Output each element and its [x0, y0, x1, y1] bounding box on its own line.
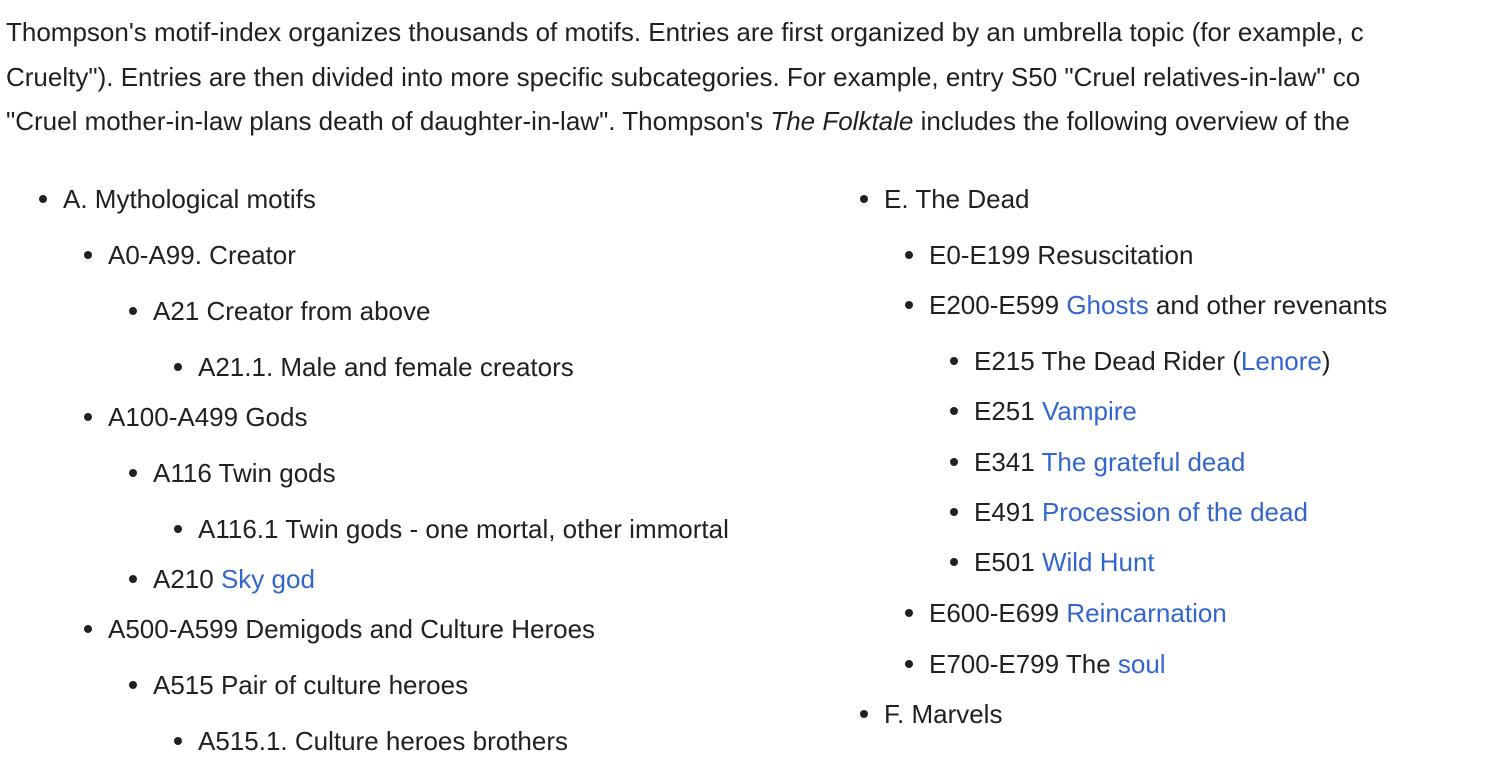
bullet-icon	[129, 307, 137, 315]
list-item-label: A116.1 Twin gods - one mortal, other immortal	[198, 514, 729, 544]
list-item-text	[929, 239, 1193, 271]
bullet-icon	[129, 681, 137, 689]
list-item-label: A500-A599 Demigods and Culture Heroes	[108, 614, 596, 644]
list-item-label: E200-E599	[929, 290, 1067, 320]
list-item-label: A21 Creator from above	[153, 296, 431, 326]
bullet-icon	[84, 413, 92, 421]
bullet-icon	[174, 363, 182, 371]
bullet-icon	[174, 525, 182, 533]
bullet-icon	[39, 195, 47, 203]
intro-paragraph	[6, 10, 1506, 144]
list-item-text	[974, 395, 1137, 427]
wiki-link[interactable]: Vampire	[1041, 396, 1137, 426]
bullet-icon	[84, 251, 92, 259]
wiki-link[interactable]: Lenore	[1240, 346, 1322, 376]
book-title-the-folktale: The Folktale	[770, 106, 914, 136]
list-item-text	[153, 457, 336, 489]
list-item-label: A116 Twin gods	[153, 458, 336, 488]
list-item-label: A100-A499 Gods	[108, 402, 308, 432]
list-item-text	[153, 295, 430, 327]
list-item-label: E600-E699	[929, 598, 1067, 628]
list-item-text	[108, 239, 296, 271]
list-item-label: A. Mythological motifs	[63, 184, 316, 214]
list-item-label: A0-A99. Creator	[108, 240, 296, 270]
list-item-text	[974, 446, 1245, 478]
bullet-icon	[905, 609, 913, 617]
intro-line-3-end: includes the following overview of the	[913, 106, 1350, 136]
wiki-link[interactable]: Procession of the dead	[1041, 497, 1308, 527]
bullet-icon	[950, 558, 958, 566]
list-item-label: E. The Dead	[884, 184, 1030, 214]
list-item-text	[974, 345, 1331, 377]
list-item-text	[929, 289, 1387, 321]
bullet-icon	[860, 195, 868, 203]
bullet-icon	[905, 301, 913, 309]
list-item-text	[974, 546, 1155, 578]
list-item-label: E251	[974, 396, 1042, 426]
list-item-label: E700-E799 The	[929, 649, 1118, 679]
list-item-text	[884, 183, 1030, 215]
list-item-text	[153, 669, 468, 701]
wiki-link[interactable]: Wild Hunt	[1041, 547, 1155, 577]
list-item-text	[198, 513, 729, 545]
bullet-icon	[84, 625, 92, 633]
intro-line-3	[6, 99, 1506, 144]
list-item-text	[929, 597, 1227, 629]
bullet-icon	[950, 508, 958, 516]
list-item-label: E215 The Dead Rider (	[974, 346, 1241, 376]
bullet-icon	[129, 469, 137, 477]
list-item-label: A515.1. Culture heroes brothers	[198, 726, 568, 756]
list-item-label: A210	[153, 564, 221, 594]
list-item-label: A515 Pair of culture heroes	[153, 670, 469, 700]
bullet-icon	[950, 407, 958, 415]
list-item-label: E0-E199 Resuscitation	[929, 240, 1194, 270]
list-item-label: E501	[974, 547, 1042, 577]
intro-line-1: Thompson's motif-index organizes thousands of motifs. Entries are first organized by an umbrella topic (for example, c	[6, 17, 1364, 47]
list-item-label: A21.1. Male and female creators	[198, 352, 574, 382]
list-item-text	[63, 183, 316, 215]
list-item-text	[884, 698, 1002, 730]
list-item-label: F. Marvels	[884, 699, 1003, 729]
list-item-label: E491	[974, 497, 1042, 527]
list-item-text	[108, 401, 307, 433]
intro-line-2: Cruelty"). Entries are then divided into more specific subcategories. For example, entry S50 "Cruel relatives-in-law" co	[6, 61, 1361, 92]
list-item-label: E341	[974, 447, 1042, 477]
list-item-label-suffix: )	[1321, 346, 1331, 376]
wiki-link[interactable]: Reincarnation	[1066, 598, 1227, 628]
bullet-icon	[174, 737, 182, 745]
list-item-text	[974, 496, 1308, 528]
list-item-text	[198, 351, 574, 383]
wiki-link[interactable]: Sky god	[220, 564, 315, 594]
list-item-text	[198, 725, 568, 757]
list-item-text	[153, 563, 315, 595]
bullet-icon	[950, 458, 958, 466]
bullet-icon	[860, 710, 868, 718]
wiki-link[interactable]: The grateful dead	[1041, 447, 1246, 477]
wiki-link[interactable]: soul	[1117, 649, 1166, 679]
bullet-icon	[905, 251, 913, 259]
bullet-icon	[129, 575, 137, 583]
wiki-link[interactable]: Ghosts	[1066, 290, 1149, 320]
intro-line-3-start: "Cruel mother-in-law plans death of daughter-in-law". Thompson's	[6, 106, 771, 136]
list-item-text	[929, 648, 1166, 680]
list-item-text	[108, 613, 595, 645]
list-item-label-suffix: and other revenants	[1148, 290, 1388, 320]
bullet-icon	[950, 357, 958, 365]
bullet-icon	[905, 660, 913, 668]
